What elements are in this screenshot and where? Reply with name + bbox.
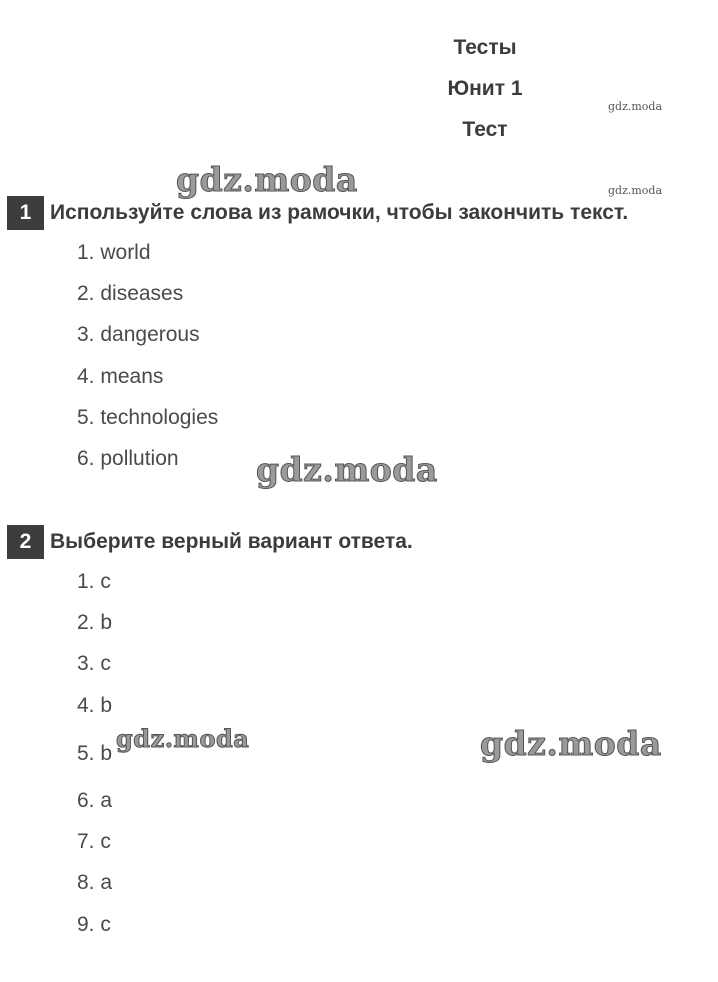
- answer-item: 2. b: [77, 611, 113, 634]
- watermark: gdz.moda: [608, 100, 663, 113]
- header-unit: Юнит 1: [447, 77, 523, 100]
- header-title: Тесты: [453, 36, 517, 59]
- task-number-badge: 1: [7, 196, 44, 230]
- watermark: gdz.moda: [116, 724, 250, 753]
- answer-item: 1. world: [77, 241, 151, 264]
- task-1-heading: [7, 196, 628, 230]
- answer-item: 4. means: [77, 365, 164, 388]
- watermark: gdz.moda: [256, 450, 438, 489]
- task-instruction: Выберите верный вариант ответа.: [50, 530, 413, 553]
- task-number-badge: 2: [7, 525, 44, 559]
- task-instruction: Используйте слова из рамочки, чтобы закончить текст.: [50, 201, 629, 224]
- answer-item: 3. c: [77, 652, 111, 675]
- answer-item: 8. a: [77, 871, 113, 894]
- watermark: gdz.moda: [176, 160, 358, 199]
- answer-item: 6. pollution: [77, 447, 179, 470]
- answer-item: 9. c: [77, 913, 111, 936]
- answer-item: 5. b: [77, 742, 113, 765]
- header-test: Тест: [462, 118, 508, 141]
- answer-item: 7. c: [77, 830, 111, 853]
- watermark: gdz.moda: [480, 724, 662, 763]
- answer-item: 2. diseases: [77, 282, 184, 305]
- watermark: gdz.moda: [608, 184, 663, 197]
- answer-item: 4. b: [77, 694, 113, 717]
- answer-item: 6. a: [77, 789, 113, 812]
- answer-item: 1. c: [77, 570, 111, 593]
- answer-item: 3. dangerous: [77, 323, 200, 346]
- answer-item: 5. technologies: [77, 406, 219, 429]
- task-2-heading: [7, 525, 413, 559]
